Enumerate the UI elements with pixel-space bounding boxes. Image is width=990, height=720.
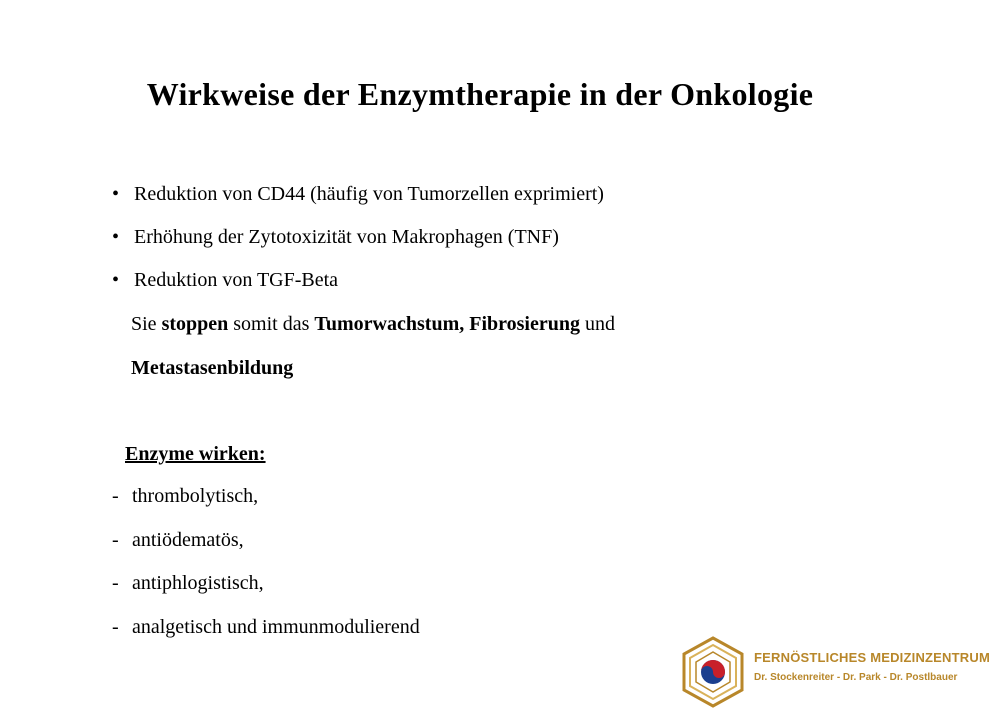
effects-list xyxy=(112,482,420,656)
summary-prefix: Sie xyxy=(131,313,162,335)
summary-bold-stoppen: stoppen xyxy=(161,313,229,335)
bullet-marker: • xyxy=(112,183,120,205)
effect-text: antiödematös, xyxy=(132,528,244,551)
logo-doctors: Dr. Stockenreiter - Dr. Park - Dr. Postlbauer xyxy=(754,672,958,683)
summary-bold-tumor: Tumorwachstum, Fibrosierung xyxy=(314,313,580,335)
enzymes-heading: Enzyme wirken: xyxy=(125,443,266,465)
dash-marker: - xyxy=(112,615,119,638)
list-item xyxy=(112,223,604,266)
list-item xyxy=(112,569,420,613)
bullet-text: Erhöhung der Zytotoxizität von Makrophagen (TNF) xyxy=(134,226,559,248)
summary-line xyxy=(131,310,615,338)
effect-text: antiphlogistisch, xyxy=(132,572,264,594)
hexagon-emblem-icon xyxy=(680,636,746,708)
bullet-marker: • xyxy=(112,226,120,248)
summary-bold-metastasen: Metastasenbildung xyxy=(131,357,294,379)
bullet-text: Reduktion von TGF-Beta xyxy=(134,269,339,291)
bullet-marker: • xyxy=(112,269,120,291)
summary-middle: somit das xyxy=(228,313,315,335)
list-item xyxy=(112,613,420,657)
list-item xyxy=(112,526,420,570)
list-item xyxy=(112,482,420,526)
summary-suffix: und xyxy=(579,313,615,335)
effect-text: thrombolytisch, xyxy=(132,485,259,507)
clinic-logo xyxy=(680,636,990,708)
list-item xyxy=(112,266,604,309)
slide-title: Wirkweise der Enzymtherapie in der Onkologie xyxy=(146,76,814,112)
effect-text: analgetisch und immunmodulierend xyxy=(132,615,420,638)
dash-marker: - xyxy=(112,528,119,551)
dash-marker: - xyxy=(112,572,119,594)
bullet-text: Reduktion von CD44 (häufig von Tumorzellen exprimiert) xyxy=(134,183,604,205)
mechanism-list xyxy=(112,180,604,309)
logo-name: FERNÖSTLICHES MEDIZINZENTRUM xyxy=(754,650,990,665)
list-item xyxy=(112,180,604,223)
dash-marker: - xyxy=(112,485,119,507)
